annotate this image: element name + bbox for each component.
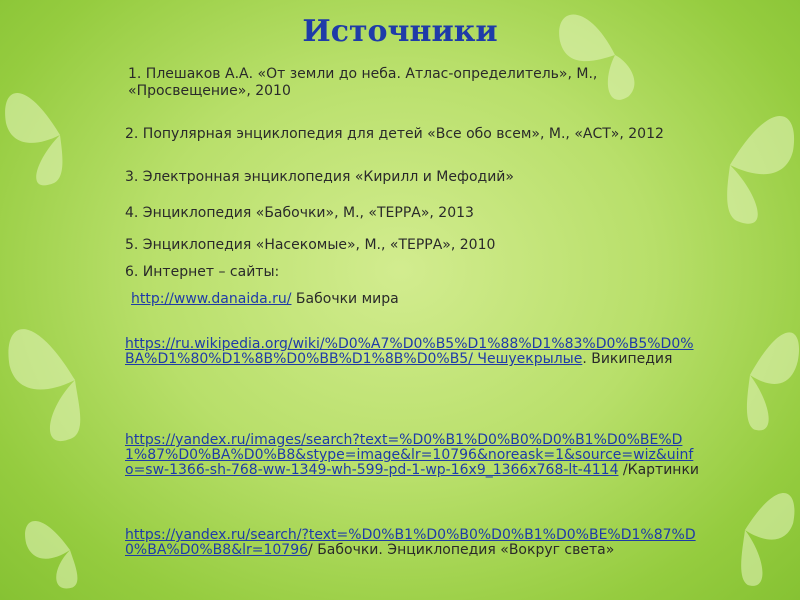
butterfly-decoration-icon: [20, 500, 120, 600]
source-item-3: 3. Электронная энциклопедия «Кирилл и Мефодий»: [125, 169, 514, 185]
source-item-1: 1. Плешаков А.А. «От земли до неба. Атлас-определитель», М., «Просвещение», 2010: [128, 66, 598, 99]
source-item-4: 4. Энциклопедия «Бабочки», М., «ТЕРРА», 2013: [125, 205, 474, 221]
wikipedia-desc: . Википедия: [582, 351, 673, 367]
yandex-images-link[interactable]: https://yandex.ru/images/search?text=%D0%B1%D0%B0%D0%B1%D0%BE%D1%87%D0%BA%D0%B8&stype=image&lr=10796&noreask=1&source=wiz&uinfo=sw-1366-sh-768-ww-1349-wh-599-pd-1-wp-16x9_1366x768-lt-4114: [125, 432, 694, 478]
yandex-search-link[interactable]: https://yandex.ru/search/?text=%D0%B1%D0%B0%D0%B1%D0%BE%D1%87%D0%BA%D0%B8&lr=10796: [125, 527, 696, 558]
yandex-images-desc: /Картинки: [618, 462, 700, 478]
wikipedia-link[interactable]: https://ru.wikipedia.org/wiki/%D0%A7%D0%B5%D1%88%D1%83%D0%B5%D0%BA%D1%80%D1%8B%D0%BB%D1%8B%D0%B5/ Чешуекрылые: [125, 336, 694, 367]
butterfly-decoration-icon: [0, 60, 120, 210]
butterfly-decoration-icon: [660, 80, 800, 250]
danaida-desc: Бабочки мира: [291, 291, 399, 307]
link-wikipedia: [125, 337, 700, 367]
yandex-search-desc: / Бабочки. Энциклопедия «Вокруг света»: [308, 542, 615, 558]
butterfly-decoration-icon: [690, 460, 800, 600]
danaida-link[interactable]: http://www.danaida.ru/: [131, 291, 292, 307]
source-item-5: 5. Энциклопедия «Насекомые», М., «ТЕРРА», 2010: [125, 237, 496, 253]
butterfly-decoration-icon: [700, 300, 800, 450]
source-item-6: 6. Интернет – сайты:: [125, 264, 280, 280]
slide-title: Источники: [302, 14, 498, 49]
link-yandex-search: [125, 528, 700, 558]
link-danaida: [95, 292, 670, 307]
link-yandex-images: [125, 433, 700, 478]
source-item-2: 2. Популярная энциклопедия для детей «Все обо всем», М., «АСТ», 2012: [125, 126, 664, 142]
